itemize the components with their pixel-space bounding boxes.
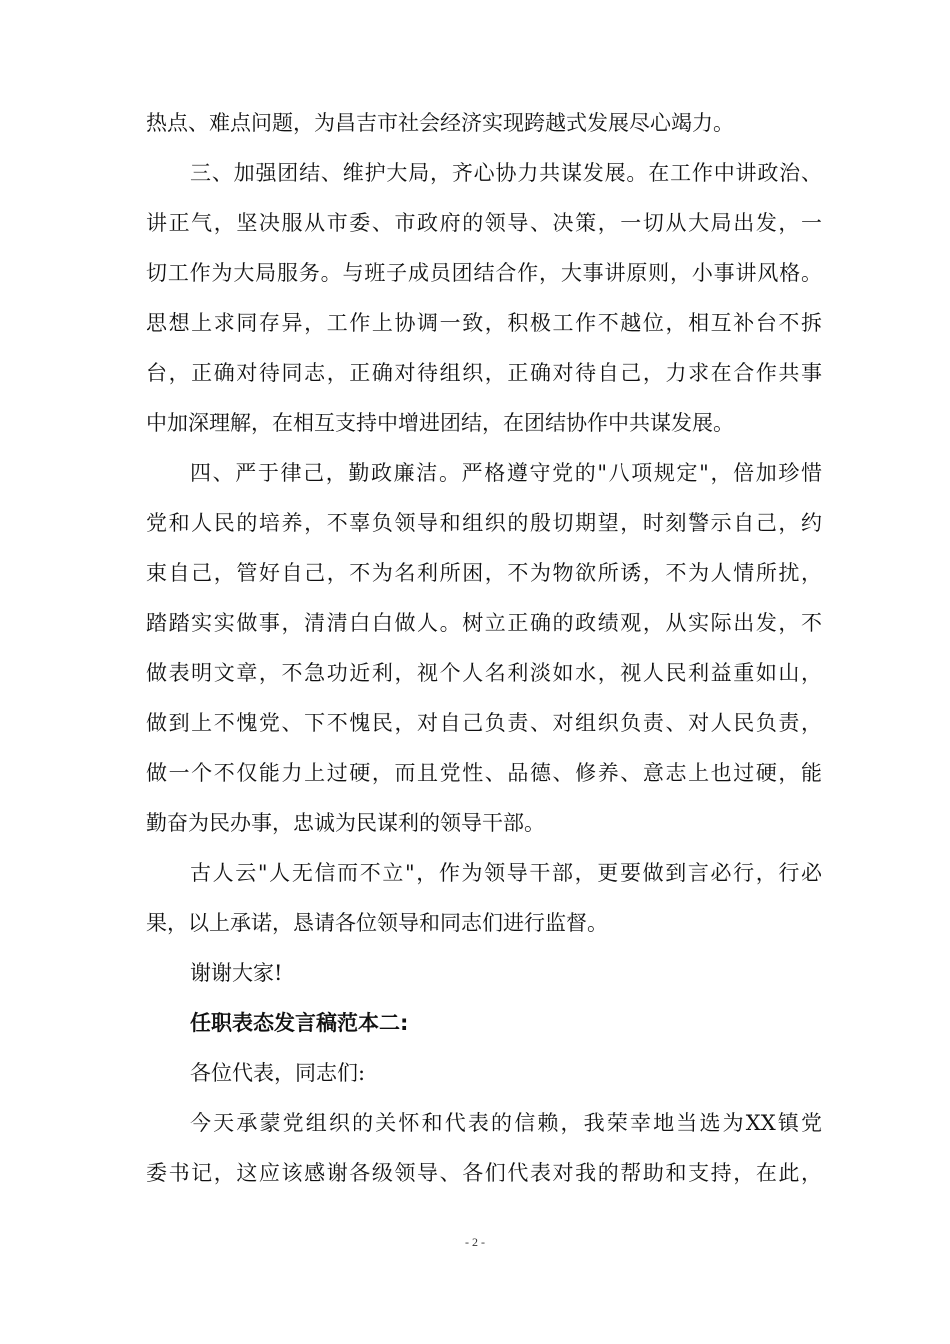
text-line: 踏踏实实做事，清清白白做人。树立正确的政绩观，从实际出发，不 [146, 611, 822, 635]
text-line: 做一个不仅能力上过硬，而且党性、品德、修养、意志上也过硬，能 [146, 761, 822, 785]
text-line: 束自己，管好自己，不为名利所困，不为物欲所诱，不为人情所扰， [146, 561, 822, 585]
text-line: 热点、难点问题，为昌吉市社会经济实现跨越式发展尽心竭力。 [146, 111, 734, 135]
text-line: 今天承蒙党组织的关怀和代表的信赖，我荣幸地当选为XX镇党 [190, 1111, 822, 1135]
text-line: 勤奋为民办事，忠诚为民谋利的领导干部。 [146, 811, 545, 835]
document-body [146, 98, 822, 1198]
section-heading: 任职表态发言稿范本二: [190, 1011, 409, 1035]
text-line: 做表明文章，不急功近利，视个人名利淡如水，视人民利益重如山， [146, 661, 822, 685]
text-line: 党和人民的培养，不辜负领导和组织的殷切期望，时刻警示自己，约 [146, 511, 822, 535]
text-line: 切工作为大局服务。与班子成员团结合作，大事讲原则，小事讲风格。 [146, 261, 822, 285]
text-line: 委书记，这应该感谢各级领导、各们代表对我的帮助和支持，在此， [146, 1161, 822, 1185]
text-line: 谢谢大家! [190, 961, 283, 985]
text-line: 古人云"人无信而不立"，作为领导干部，更要做到言必行，行必 [190, 861, 822, 885]
text-line: 做到上不愧党、下不愧民，对自己负责、对组织负责、对人民负责， [146, 711, 822, 735]
text-line: 讲正气，坚决服从市委、市政府的领导、决策，一切从大局出发，一 [146, 211, 822, 235]
text-line: 果，以上承诺，恳请各位领导和同志们进行监督。 [146, 911, 608, 935]
text-line: 台，正确对待同志，正确对待组织，正确对待自己，力求在合作共事 [146, 361, 822, 385]
text-line: 思想上求同存异，工作上协调一致，积极工作不越位，相互补台不拆 [146, 311, 822, 335]
text-line: 各位代表，同志们: [190, 1061, 366, 1085]
page-number: - 2 - [465, 1235, 485, 1249]
text-line: 三、加强团结、维护大局，齐心协力共谋发展。在工作中讲政治、 [190, 161, 822, 185]
text-line: 中加深理解，在相互支持中增进团结，在团结协作中共谋发展。 [146, 411, 734, 435]
text-line: 四、严于律己，勤政廉洁。严格遵守党的"八项规定"，倍加珍惜 [190, 461, 822, 485]
